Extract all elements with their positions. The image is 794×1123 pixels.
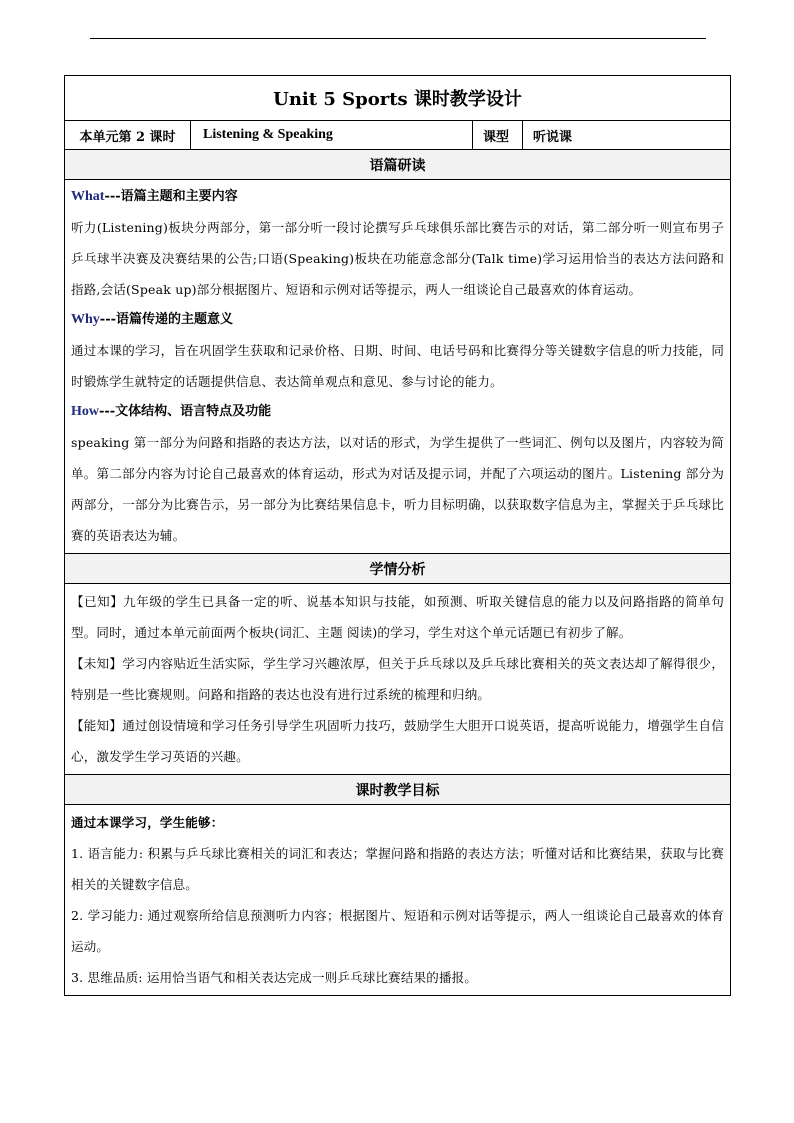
lesson-plan-table [64, 75, 731, 996]
why-paragraph: 通过本课的学习，旨在巩固学生获取和记录价格、日期、时间、电话号码和比赛得分等关键数字信息的听力技能，同时锻炼学生就特定的话题提供信息、表达简单观点和意见、参与讨论的能力。 [71, 343, 725, 389]
known-paragraph: 【已知】九年级的学生已具备一定的听、说基本知识与技能，如预测、听取关键信息的能力以及问路指路的简单句型。同时，通过本单元前面两个板块(词汇、主题 阅读)的学习，学生对这个单元话题已有初步了解。 [71, 594, 725, 640]
objective-item: 3. 思维品质: 运用恰当语气和相关表达完成一则乒乓球比赛结果的播报。 [71, 970, 478, 985]
unknown-paragraph: 【未知】学习内容贴近生活实际，学生学习兴趣浓厚，但关于乒乓球以及乒乓球比赛相关的英文表达却了解得很少，特别是一些比赛规则。问路和指路的表达也没有进行过系统的梳理和归纳。 [71, 656, 725, 702]
what-heading: What---语篇主题和主要内容 [71, 189, 238, 204]
why-heading: Why---语篇传递的主题意义 [71, 312, 233, 327]
text-study-body [65, 180, 731, 554]
section-heading-objectives: 课时教学目标 [65, 775, 731, 805]
section-heading-learner-analysis: 学情分析 [65, 554, 731, 584]
what-paragraph: 听力(Listening)板块分两部分，第一部分听一段讨论撰写乒乓球俱乐部比赛告示的对话，第二部分听一则宣布男子乒乓球半决赛及决赛结果的公告;口语(Speaking)板块在功能意念部分(Talk time)学习运用恰当的表达方法问路和指路,会话(Speak up)部分根据图片、短语和示例对话等提示，两人一组谈论自己最喜欢的体育运动。 [71, 220, 725, 297]
lesson-type-label: 课型 [473, 121, 523, 150]
able-paragraph: 【能知】通过创设情境和学习任务引导学生巩固听力技巧，鼓励学生大胆开口说英语，提高听说能力，增强学生自信心，激发学生学习英语的兴趣。 [71, 718, 725, 764]
objectives-body [65, 805, 731, 996]
objective-item: 1. 语言能力: 积累与乒乓球比赛相关的词汇和表达；掌握问路和指路的表达方法；听懂对话和比赛结果，获取与比赛相关的关键数字信息。 [71, 846, 725, 892]
document-title: Unit 5 Sports 课时教学设计 [65, 76, 731, 121]
lesson-type-value: 听说课 [523, 121, 731, 150]
objectives-intro: 通过本课学习，学生能够： [71, 815, 224, 830]
how-heading: How---文体结构、语言特点及功能 [71, 404, 272, 419]
lesson-topic: Listening & Speaking [191, 121, 473, 150]
objective-item: 2. 学习能力: 通过观察所给信息预测听力内容；根据图片、短语和示例对话等提示，两人一组谈论自己最喜欢的体育运动。 [71, 908, 725, 954]
learner-analysis-body [65, 584, 731, 775]
section-heading-text-study: 语篇研读 [65, 150, 731, 180]
lesson-number: 本单元第 2 课时 [65, 121, 191, 150]
header-rule [90, 38, 706, 39]
how-paragraph: speaking 第一部分为问路和指路的表达方法，以对话的形式，为学生提供了一些词汇、例句以及图片，内容较为简单。第二部分内容为讨论自己最喜欢的体育运动，形式为对话及提示词，并配了六项运动的图片。Listening 部分为两部分，一部分为比赛告示，另一部分为比赛结果信息卡，听力目标明确，以获取数字信息为主，掌握关于乒乓球比赛的英语表达为辅。 [71, 435, 725, 543]
